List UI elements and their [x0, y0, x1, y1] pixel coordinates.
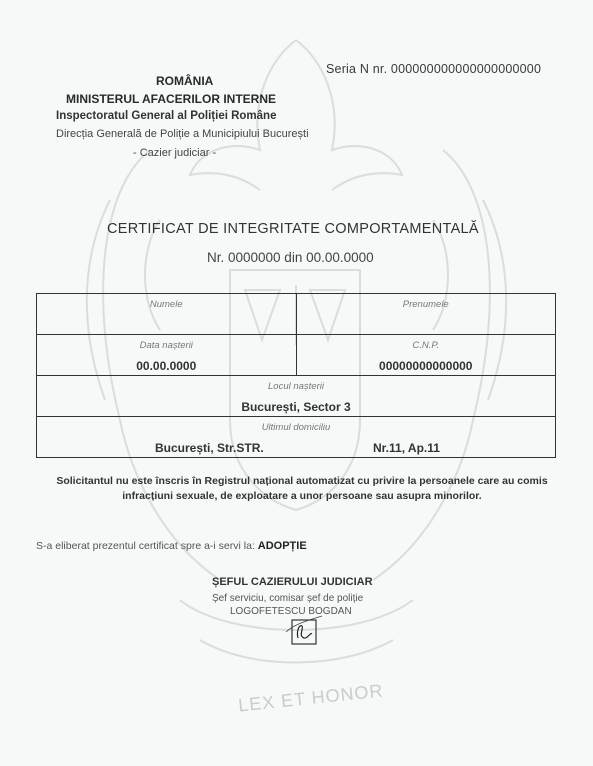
locul-nasterii-value: București, Sector 3: [241, 400, 351, 414]
registry-notice: Solicitantul nu este înscris în Registrul național automatizat cu privire la persoanele care au comis infracțiuni sexuale, de exploatare a unor persoane sau asupra minorilor.: [56, 475, 548, 502]
domiciliu-label: Ultimul domiciliu: [261, 422, 331, 433]
purpose-line: [36, 540, 307, 552]
locul-nasterii-cell: [37, 376, 556, 417]
service-heading: - Cazier judiciar -: [133, 147, 217, 159]
motto-watermark: LEX ET HONOR: [237, 680, 385, 716]
direction-heading: Direcția Generală de Poliție a Municipiului București: [56, 128, 309, 140]
locul-nasterii-label: Locul nașterii: [268, 381, 324, 392]
data-nasterii-cell: [37, 335, 297, 376]
signature-role: Șef serviciu, comisar șef de poliție: [212, 593, 364, 604]
numele-cell: [37, 294, 297, 335]
cnp-label: C.N.P.: [412, 340, 440, 351]
data-nasterii-label: Data nașterii: [139, 340, 193, 351]
cnp-cell: [296, 335, 556, 376]
certificate-number: Nr. 0000000 din 00.00.0000: [207, 250, 374, 265]
series-number: Seria N nr. 000000000000000000000: [326, 62, 542, 76]
data-nasterii-value: 00.00.0000: [136, 359, 197, 373]
domiciliu-street-value: București, Str.STR.: [155, 441, 264, 455]
signature-title: ȘEFUL CAZIERULUI JUDICIAR: [212, 576, 373, 588]
inspectorate-heading: Inspectoratul General al Poliției Române: [56, 110, 277, 122]
prenumele-label: Prenumele: [402, 299, 449, 310]
domiciliu-cell: [37, 417, 556, 458]
purpose-value: ADOPȚIE: [257, 540, 307, 552]
ministry-heading: MINISTERUL AFACERILOR INTERNE: [66, 92, 277, 106]
personal-data-table: [36, 293, 556, 458]
cnp-value: 00000000000000: [379, 359, 473, 373]
certificate-title: CERTIFICAT DE INTEGRITATE COMPORTAMENTALĂ: [107, 221, 479, 237]
domiciliu-number-value: Nr.11, Ap.11: [373, 441, 440, 455]
country-heading: ROMÂNIA: [156, 74, 214, 88]
prenumele-cell: [296, 294, 556, 335]
handwritten-signature: [282, 612, 326, 648]
purpose-text: S-a eliberat prezentul certificat spre a-i servi la:: [36, 540, 258, 552]
numele-label: Numele: [149, 299, 183, 310]
signature-name: LOGOFETESCU BOGDAN: [230, 606, 352, 617]
